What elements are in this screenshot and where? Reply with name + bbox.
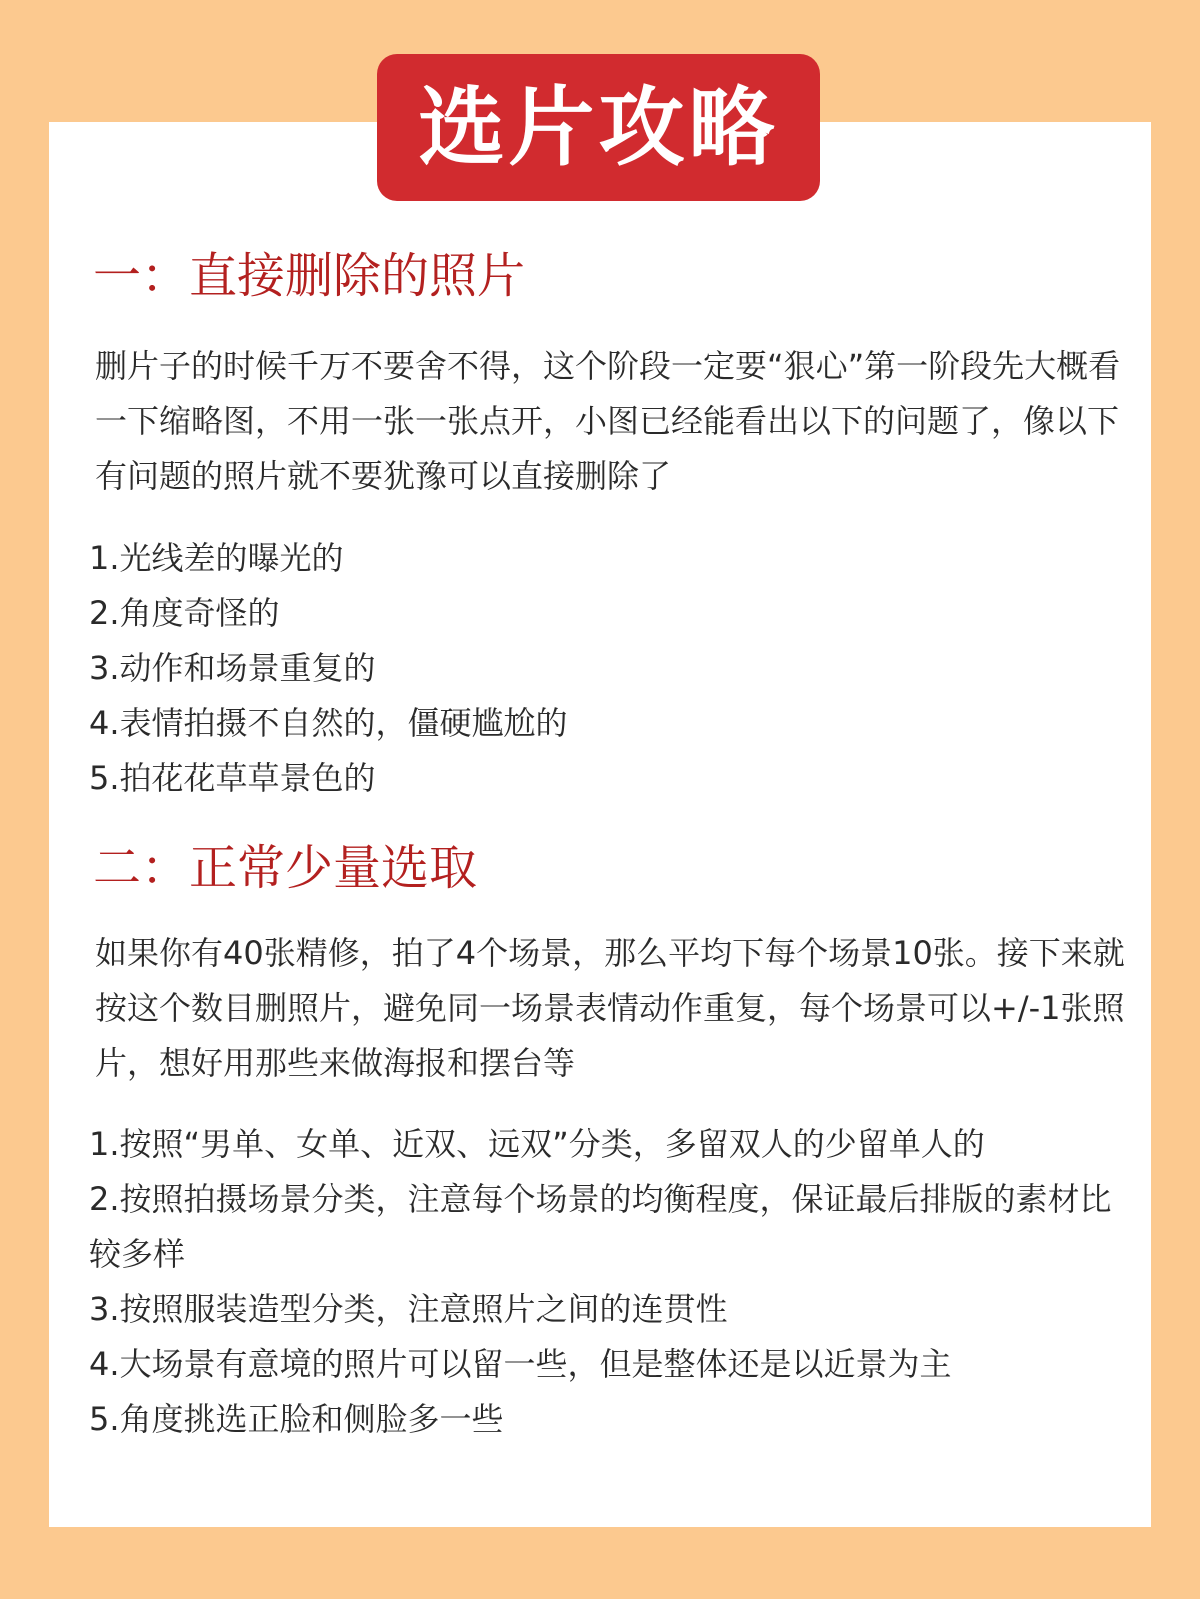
list-item: 2.按照拍摄场景分类，注意每个场景的均衡程度，保证最后排版的素材比较多样 [89, 1180, 1112, 1273]
list-item: 5.角度挑选正脸和侧脸多一些 [89, 1400, 504, 1438]
list-item: 4.表情拍摄不自然的，僵硬尴尬的 [89, 704, 568, 742]
section-2-paragraph: 如果你有40张精修，拍了4个场景，那么平均下每个场景10张。接下来就按这个数目删照片，避免同一场景表情动作重复，每个场景可以+/-1张照片，想好用那些来做海报和摆台等 [95, 934, 1125, 1082]
list-item: 4.大场景有意境的照片可以留一些，但是整体还是以近景为主 [89, 1345, 952, 1383]
page-title: 选片攻略 [377, 54, 820, 201]
list-item: 2.角度奇怪的 [89, 594, 280, 632]
section-1-list [89, 531, 1139, 806]
section-1-heading: 一：直接删除的照片 [93, 248, 526, 304]
list-item: 3.动作和场景重复的 [89, 649, 376, 687]
list-item: 1.光线差的曝光的 [89, 539, 344, 577]
section-2-list [89, 1117, 1139, 1447]
list-item: 5.拍花花草草景色的 [89, 759, 376, 797]
list-item: 3.按照服装造型分类，注意照片之间的连贯性 [89, 1290, 728, 1328]
section-1-paragraph: 删片子的时候千万不要舍不得，这个阶段一定要“狠心”第一阶段先大概看一下缩略图，不用一张一张点开，小图已经能看出以下的问题了，像以下有问题的照片就不要犹豫可以直接删除了 [95, 347, 1121, 495]
section-2-heading: 二：正常少量选取 [93, 840, 478, 896]
list-item: 1.按照“男单、女单、近双、远双”分类，多留双人的少留单人的 [89, 1125, 985, 1163]
